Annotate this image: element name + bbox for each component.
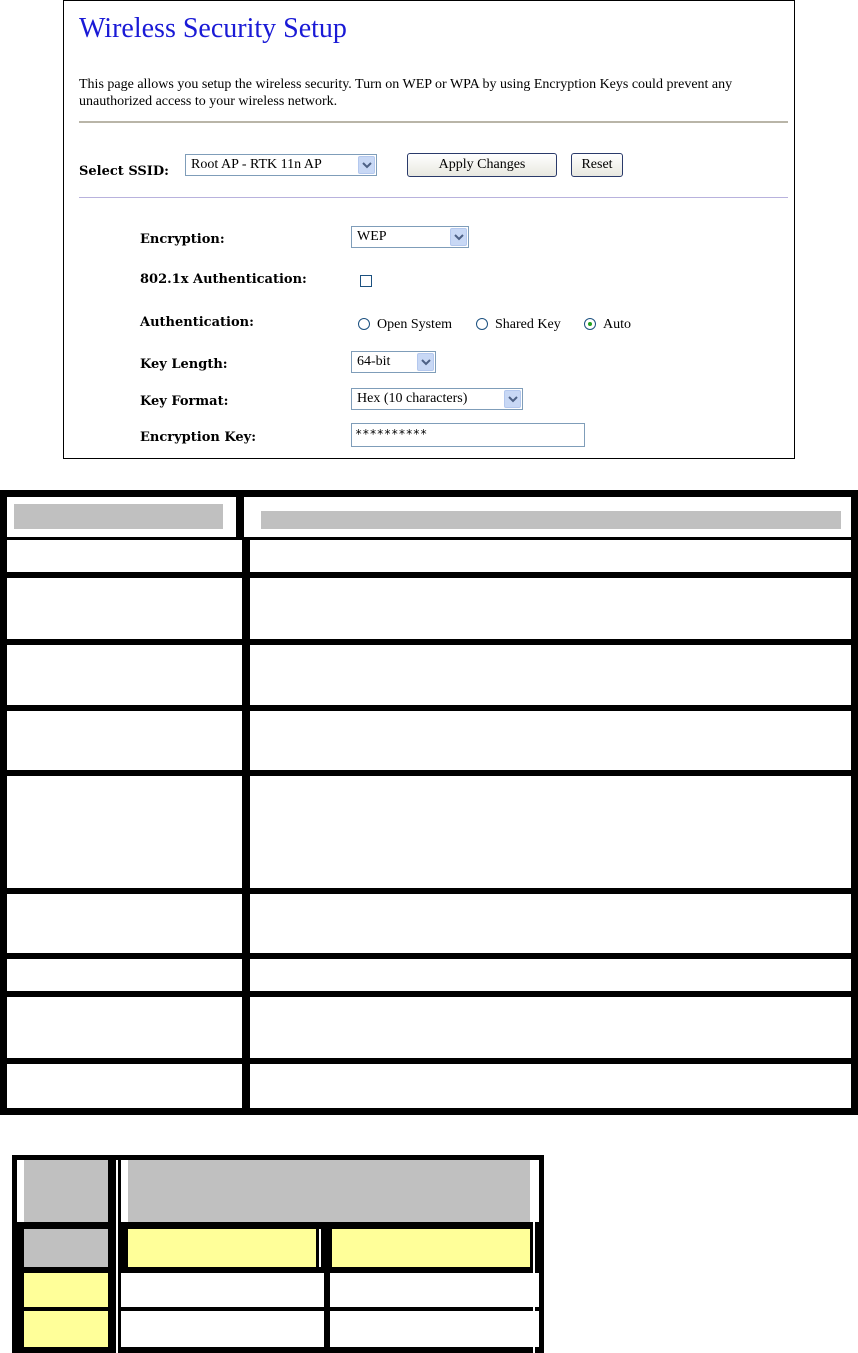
- table-cell: [7, 540, 242, 572]
- authentication-label: Authentication:: [140, 315, 254, 330]
- table-cell: [7, 645, 242, 705]
- table-cell: [7, 997, 242, 1058]
- table-cell: [250, 997, 851, 1058]
- page-title: Wireless Security Setup: [79, 13, 347, 44]
- key-length-select-value: 64-bit: [357, 354, 391, 369]
- divider: [79, 197, 788, 198]
- radio-shared-key[interactable]: [476, 318, 488, 330]
- table-cell: [7, 894, 242, 953]
- encryption-key-input[interactable]: **********: [351, 423, 585, 447]
- table-header-cell: [244, 497, 851, 537]
- key-format-select-value: Hex (10 characters): [357, 391, 468, 406]
- chevron-down-icon: [450, 228, 467, 246]
- table-cell: [7, 776, 242, 888]
- chevron-down-icon: [417, 353, 434, 371]
- chevron-down-icon: [504, 390, 521, 408]
- table-cell: [250, 894, 851, 953]
- table-header-cell: [128, 1160, 530, 1222]
- table-cell: [330, 1273, 539, 1307]
- radio-open-system[interactable]: [358, 318, 370, 330]
- table-row-header: [24, 1311, 108, 1347]
- auth-8021x-checkbox[interactable]: [360, 275, 372, 287]
- table-cell: [250, 959, 851, 991]
- table-header-cell: [7, 497, 236, 537]
- table-cell: [7, 1064, 242, 1108]
- table-cell: [250, 711, 851, 770]
- table-cell: [250, 645, 851, 705]
- table-header-cell: [24, 1229, 108, 1267]
- reset-button[interactable]: Reset: [571, 153, 623, 177]
- wireless-security-panel: [63, 0, 795, 459]
- ssid-select-value: Root AP - RTK 11n AP: [191, 157, 322, 172]
- encryption-select[interactable]: [351, 226, 469, 248]
- auto-label: Auto: [603, 317, 631, 332]
- table-header-cell: [128, 1229, 316, 1267]
- page-description: This page allows you setup the wireless security. Turn on WEP or WPA by using Encryption Keys could prevent any unauthorized access to your wireless network.: [79, 77, 733, 109]
- select-ssid-label: Select SSID:: [79, 164, 169, 179]
- table-cell: [121, 1273, 324, 1307]
- table-cell: [7, 959, 242, 991]
- apply-changes-button[interactable]: Apply Changes: [407, 153, 557, 177]
- key-format-label: Key Format:: [140, 394, 229, 409]
- chevron-down-icon: [358, 156, 375, 174]
- key-matrix-table: [12, 1155, 544, 1353]
- radio-auto[interactable]: [584, 318, 596, 330]
- table-cell: [7, 578, 242, 639]
- table-cell: [330, 1311, 539, 1347]
- encryption-label: Encryption:: [140, 232, 225, 247]
- encryption-key-label: Encryption Key:: [140, 430, 256, 445]
- open-system-label: Open System: [377, 317, 453, 332]
- description-table: [0, 490, 858, 1115]
- table-cell: [250, 540, 851, 572]
- table-cell: [250, 776, 851, 888]
- auth-8021x-label: 802.1x Authentication:: [140, 272, 307, 287]
- key-length-label: Key Length:: [140, 357, 228, 372]
- shared-key-label: Shared Key: [495, 317, 561, 332]
- key-format-select[interactable]: [351, 388, 523, 410]
- table-cell: [250, 1064, 851, 1108]
- table-cell: [250, 578, 851, 639]
- ssid-select[interactable]: [185, 154, 377, 176]
- key-length-select[interactable]: [351, 351, 436, 373]
- divider: [79, 121, 788, 123]
- encryption-select-value: WEP: [357, 229, 387, 244]
- table-cell: [121, 1311, 324, 1347]
- table-row-header: [24, 1273, 108, 1307]
- table-header-cell: [24, 1160, 108, 1222]
- table-cell: [7, 711, 242, 770]
- table-header-cell: [332, 1229, 530, 1267]
